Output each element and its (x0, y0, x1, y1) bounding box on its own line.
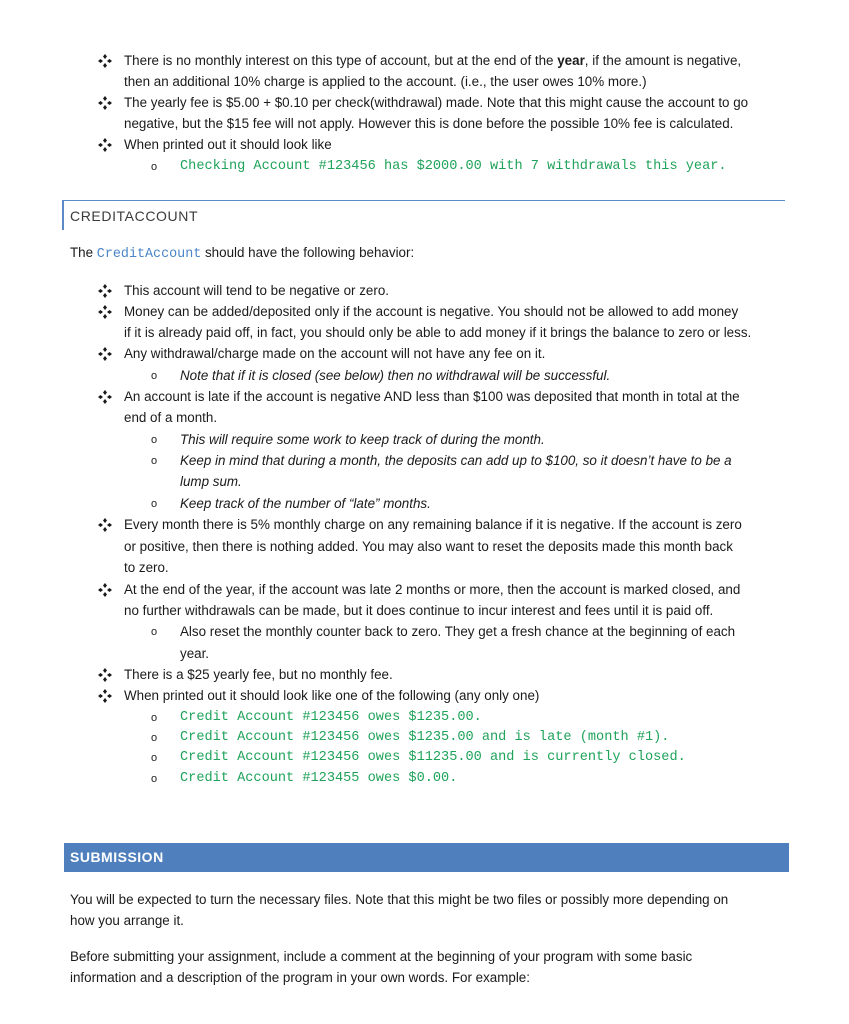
credit-bullet-3: Any withdrawal/charge made on the account will not have any fee on it. (124, 346, 546, 361)
credit-example-output: Credit Account #123455 owes $0.00. (180, 771, 458, 786)
credit-bullet-4-line-2: end of a month. (124, 410, 218, 425)
credit-bullet-6-sub-line-2: year. (180, 646, 210, 661)
credit-bullet-4-sub-3: Keep track of the number of “late” months. (180, 496, 431, 511)
credit-bullet-8: When printed out it should look like one of the following (any only one) (124, 688, 540, 703)
credit-example-output: Credit Account #123456 owes $11235.00 and is currently closed. (180, 750, 686, 765)
credit-intro: The CreditAccount should have the following behavior: (70, 245, 415, 262)
credit-bullet-3-sub: Note that if it is closed (see below) then no withdrawal will be successful. (180, 368, 611, 383)
credit-bullet-5-line-1: Every month there is 5% monthly charge on any remaining balance if it is negative. If the account is zero (124, 517, 742, 532)
sub-bullet-circle: o (151, 370, 158, 382)
credit-bullet-4-sub-2-line-1: Keep in mind that during a month, the deposits can add up to $100, so it doesn’t have to be a (180, 453, 732, 468)
credit-bullet-6-sub-line-1: Also reset the monthly counter back to zero. They get a fresh chance at the beginning of each (180, 624, 736, 639)
sub-bullet-circle: o (151, 752, 158, 764)
credit-bullet-4-sub-1: This will require some work to keep track of during the month. (180, 432, 545, 447)
credit-bullet-6-line-2: no further withdrawals can be made, but it does continue to incur interest and fees until it is paid off. (124, 603, 714, 618)
sub-bullet-circle: o (151, 773, 158, 785)
credit-bullet-1: This account will tend to be negative or zero. (124, 283, 389, 298)
sub-bullet-circle: o (151, 626, 158, 638)
checking-bullet-2-line-2: negative, but the $15 fee will not apply. However this is done before the possible 10% fee is calculated. (124, 116, 734, 131)
bullet-icon (98, 347, 112, 361)
checking-example-output: Checking Account #123456 has $2000.00 with 7 withdrawals this year. (180, 159, 727, 174)
checking-bullet-1-line-1: There is no monthly interest on this type of account, but at the end of the year, if the amount is negative, (124, 53, 742, 68)
credit-heading-rule (62, 200, 785, 201)
sub-bullet-circle: o (151, 434, 158, 446)
credit-bullet-4-line-1: An account is late if the account is negative AND less than $100 was deposited that month in total at the (124, 389, 740, 404)
bullet-icon (98, 518, 112, 532)
submission-heading-bar (64, 843, 789, 872)
bullet-icon (98, 138, 112, 152)
bullet-icon (98, 390, 112, 404)
checking-bullet-2-line-1: The yearly fee is $5.00 + $0.10 per check(withdrawal) made. Note that this might cause the account to go (124, 95, 749, 110)
credit-bullet-2-line-2: if it is already paid off, in fact, you should only be able to add money if it brings the balance to zero or less. (124, 325, 752, 340)
bullet-icon (98, 689, 112, 703)
sub-bullet-circle: o (151, 498, 158, 510)
credit-bullet-5-line-3: to zero. (124, 560, 169, 575)
sub-bullet-circle: o (151, 732, 158, 744)
checking-bullet-3: When printed out it should look like (124, 137, 332, 152)
credit-example-output: Credit Account #123456 owes $1235.00 and is late (month #1). (180, 730, 670, 745)
submission-paragraph-1-line-1: You will be expected to turn the necessary files. Note that this might be two files or possibly more depending on (70, 892, 729, 907)
checking-bullet-1-line-2: then an additional 10% charge is applied to the account. (i.e., the user owes 10% more.) (124, 74, 647, 89)
credit-bullet-2-line-1: Money can be added/deposited only if the account is negative. You should not be allowed to add money (124, 304, 739, 319)
bullet-icon (98, 284, 112, 298)
submission-paragraph-1-line-2: how you arrange it. (70, 913, 184, 928)
submission-heading: SUBMISSION (70, 849, 164, 865)
sub-bullet-circle: o (151, 455, 158, 467)
submission-paragraph-2-line-1: Before submitting your assignment, include a comment at the beginning of your program with some basic (70, 949, 693, 964)
bullet-icon (98, 583, 112, 597)
bullet-icon (98, 305, 112, 319)
submission-paragraph-2-line-2: information and a description of the program in your own words. For example: (70, 970, 530, 985)
bullet-icon (98, 668, 112, 682)
credit-example-output: Credit Account #123456 owes $1235.00. (180, 710, 482, 725)
bullet-icon (98, 96, 112, 110)
sub-bullet-circle: o (151, 161, 158, 173)
credit-heading: CREDITACCOUNT (70, 208, 199, 224)
credit-bullet-4-sub-2-line-2: lump sum. (180, 474, 242, 489)
credit-bullet-5-line-2: or positive, then there is nothing added. You may also want to reset the deposits made this month back (124, 539, 733, 554)
credit-bullet-7: There is a $25 yearly fee, but no monthly fee. (124, 667, 393, 682)
credit-heading-bar (62, 201, 64, 230)
credit-bullet-6-line-1: At the end of the year, if the account was late 2 months or more, then the account is marked closed, and (124, 582, 741, 597)
sub-bullet-circle: o (151, 712, 158, 724)
bullet-icon (98, 54, 112, 68)
